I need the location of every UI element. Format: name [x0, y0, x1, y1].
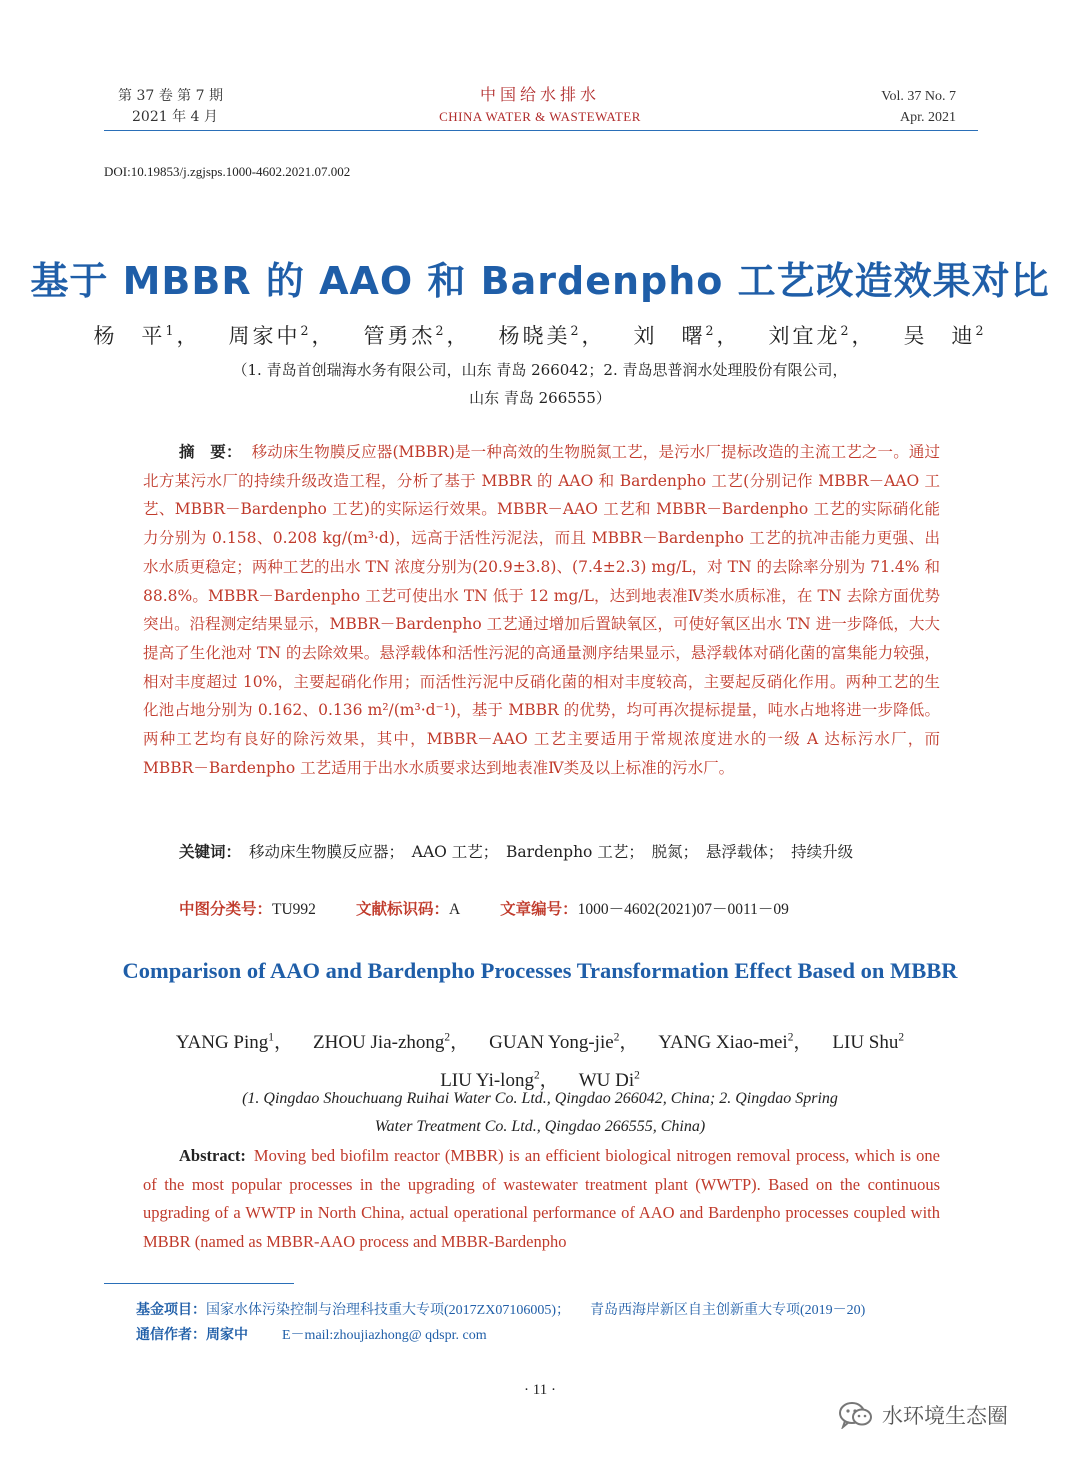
footnote-contact-label: 通信作者：: [136, 1327, 206, 1343]
issue-date-en: Apr. 2021: [900, 110, 956, 125]
footnote-fund-text-2: 青岛西海岸新区自主创新重大专项(2019－20): [590, 1303, 866, 1318]
affiliation-en-line2: Water Treatment Co. Ltd., Qingdao 266555, China): [374, 1118, 706, 1135]
author: [489, 1032, 638, 1053]
author-separator: ，: [311, 324, 336, 348]
affiliation-en: [110, 1085, 970, 1141]
classification-value: 1000－4602(2021)07－0011－09: [577, 901, 789, 918]
author-name: WU Di: [578, 1069, 635, 1091]
abstract-en-text: Moving bed biofilm reactor (MBBR) is an efficient biological nitrogen removal process, which is one of the most popular processes in the upgrading of wastewater treatment plant (WWTP). Based on the continuous upgrading of a WWTP in North China, actual operational performance of AAO and Bardenpho processes coupled with MBBR (named as MBBR-AAO process and MBBR-Bardenpho: [143, 1146, 940, 1252]
doi: DOI:10.19853/j.zgjsps.1000-4602.2021.07.002: [104, 164, 351, 179]
author-name: 管勇杰: [363, 324, 436, 348]
watermark: [838, 1400, 1008, 1430]
affiliation-cn: [0, 356, 1080, 412]
author-separator: ，: [446, 324, 471, 348]
author-affiliation-mark: 2: [533, 1069, 540, 1082]
volume-issue-en: Vol. 37 No. 7: [881, 89, 956, 104]
author-name: 刘 曙: [633, 324, 706, 348]
author-affiliation-mark: 2: [435, 323, 447, 338]
author-name: 吴 迪: [903, 324, 976, 348]
abstract-en-label: Abstract:: [179, 1146, 246, 1165]
classification-label: 中图分类号：: [179, 900, 273, 918]
author-affiliation-mark: 2: [705, 323, 717, 338]
author-name: LIU Shu: [832, 1032, 899, 1054]
author: [93, 324, 200, 348]
journal-name-cn: 中国给水排水: [479, 85, 600, 104]
author-affiliation-mark: 1: [165, 323, 177, 338]
author-separator: ，: [450, 1032, 470, 1054]
journal-name-en: CHINA WATER & WASTEWATER: [439, 109, 641, 124]
abstract-cn: [143, 438, 940, 782]
author-separator: ，: [619, 1032, 639, 1054]
watermark-text: 水环境生态圈: [882, 1404, 1008, 1428]
abstract-cn-text: 移动床生物膜反应器(MBBR)是一种高效的生物脱氮工艺，是污水厂提标改造的主流工艺之一。通过北方某污水厂的持续升级改造工程，分析了基于 MBBR 的 AAO 和 Bardenpho 工艺(分别记作 MBBR－AAO 工艺、MBBR－Bardenpho 工艺)的实际运行效果。MBBR－AAO 工艺和 MBBR－Bardenpho 工艺的实际硝化能力分别为 0.158、0.208 kg/(m³·d)，远高于活性污泥法，而且 MBBR－Bardenpho 工艺的抗冲击能力更强、出水水质更稳定；两种工艺的出水 TN 浓度分别为(20.9±3.8)、(7.4±2.3) mg/L，对 TN 的去除率分别为 71.4% 和 88.8%。MBBR－Bardenpho 工艺可使出水 TN 低于 12 mg/L，达到地表准Ⅳ类水质标准，在 TN 去除方面优势突出。沿程测定结果显示，MBBR－Bardenpho 工艺通过增加后置缺氧区，可使好氧区出水 TN 进一步降低，大大提高了生化池对 TN 的去除效果。悬浮载体和活性污泥的高通量测序结果显示，悬浮载体对硝化菌的富集能力较强，相对丰度超过 10%，主要起硝化作用；而活性污泥中反硝化菌的相对丰度较高，主要起反硝化作用。两种工艺的生化池占地分别为 0.162、0.136 m²/(m³·d⁻¹)，基于 MBBR 的优势，均可再次提标提量，吨水占地将进一步降低。两种工艺均有良好的除污效果，其中，MBBR－AAO 工艺主要适用于常规浓度进水的一级 A 达标污水厂，而 MBBR－Bardenpho 工艺适用于出水水质要求达到地表准Ⅳ类及以上标准的污水厂。: [143, 443, 940, 777]
author: [498, 324, 605, 348]
classification-label: 文章编号：: [500, 900, 578, 918]
classification-value: A: [448, 901, 461, 918]
author-name: 杨晓美: [498, 324, 571, 348]
header-rule: [104, 130, 978, 131]
issue-date-cn: 2021 年 4 月: [132, 109, 218, 125]
author-separator: ，: [793, 1032, 813, 1054]
footnote-fund-text: 国家水体污染控制与治理科技重大专项(2017ZX07106005)；: [206, 1303, 570, 1318]
journal-volume-info-en: [881, 86, 956, 128]
author-name: LIU Yi-long: [440, 1069, 534, 1091]
author-affiliation-mark: 2: [613, 1032, 620, 1044]
author-name: YANG Xiao-mei: [658, 1032, 788, 1054]
author-name: 杨 平: [93, 324, 166, 348]
author-affiliation-mark: 1: [268, 1032, 274, 1044]
affiliation-en-line1: (1. Qingdao Shouchuang Ruihai Water Co. Ltd., Qingdao 266042, China; 2. Qingdao Spring: [242, 1090, 838, 1107]
keywords-cn: [143, 838, 940, 867]
author: [228, 324, 335, 348]
footnote-fund: [136, 1298, 865, 1323]
page-title-en: Comparison of AAO and Bardenpho Processes Transformation Effect Based on MBBR: [122, 958, 958, 983]
affiliation-cn-line2: 山东 青岛 266555）: [469, 389, 611, 407]
author: [363, 324, 470, 348]
author-name: ZHOU Jia-zhong: [313, 1032, 445, 1054]
author-affiliation-mark: 2: [444, 1032, 451, 1044]
footnote-fund-label: 基金项目：: [136, 1302, 206, 1318]
author-affiliation-mark: 2: [898, 1032, 905, 1044]
author: [658, 1032, 812, 1053]
author-separator: ，: [176, 324, 201, 348]
author-list-cn: [0, 320, 1080, 350]
footnote-contact-name: 周家中: [206, 1327, 248, 1343]
classification-value: TU992: [272, 901, 316, 918]
author-list-en-line1: [110, 1022, 970, 1059]
author-separator: ，: [716, 324, 741, 348]
volume-issue: 第 37 卷 第 7 期: [118, 88, 223, 104]
author-separator: ，: [539, 1069, 559, 1091]
author-affiliation-mark: 2: [634, 1069, 640, 1082]
footnote-rule: [104, 1283, 294, 1284]
classification-line: [179, 897, 829, 919]
keywords-text: 移动床生物膜反应器； AAO 工艺； Bardenpho 工艺； 脱氮； 悬浮载体； 持续升级: [249, 843, 854, 861]
author: [634, 324, 741, 348]
footnote-contact: [136, 1323, 865, 1348]
page-title-cn: 基于 MBBR 的 AAO 和 Bardenpho 工艺改造效果对比: [30, 259, 1050, 303]
footnotes: [136, 1298, 865, 1348]
author-affiliation-mark: 2: [300, 323, 312, 338]
wechat-icon: [838, 1401, 874, 1429]
author-affiliation-mark: 2: [570, 323, 582, 338]
classification-label: 文献标识码：: [355, 900, 449, 918]
author-affiliation-mark: 2: [975, 323, 987, 338]
author: [769, 324, 876, 348]
abstract-cn-label: 摘 要：: [179, 443, 242, 461]
keywords-label: 关键词：: [179, 843, 242, 861]
page-number: · 11 ·: [524, 1382, 556, 1398]
author-separator: ，: [581, 324, 606, 348]
author-name: GUAN Yong-jie: [489, 1032, 614, 1054]
author: [176, 1032, 293, 1053]
author-separator: ，: [273, 1032, 293, 1054]
author: [313, 1032, 469, 1053]
abstract-en: [143, 1142, 940, 1257]
author-separator: ，: [851, 324, 876, 348]
author-name: YANG Ping: [175, 1032, 269, 1054]
author-affiliation-mark: 2: [840, 323, 852, 338]
author-name: 周家中: [228, 324, 301, 348]
author-name: 刘宜龙: [768, 324, 841, 348]
affiliation-cn-line1: （1. 青岛首创瑞海水务有限公司，山东 青岛 266042；2. 青岛思普润水处理股份有限公司，: [232, 361, 848, 379]
footnote-email: E－mail:zhoujiazhong@ qdspr. com: [282, 1328, 487, 1343]
author: [904, 324, 987, 348]
author-affiliation-mark: 2: [787, 1032, 794, 1044]
author: [832, 1032, 904, 1053]
